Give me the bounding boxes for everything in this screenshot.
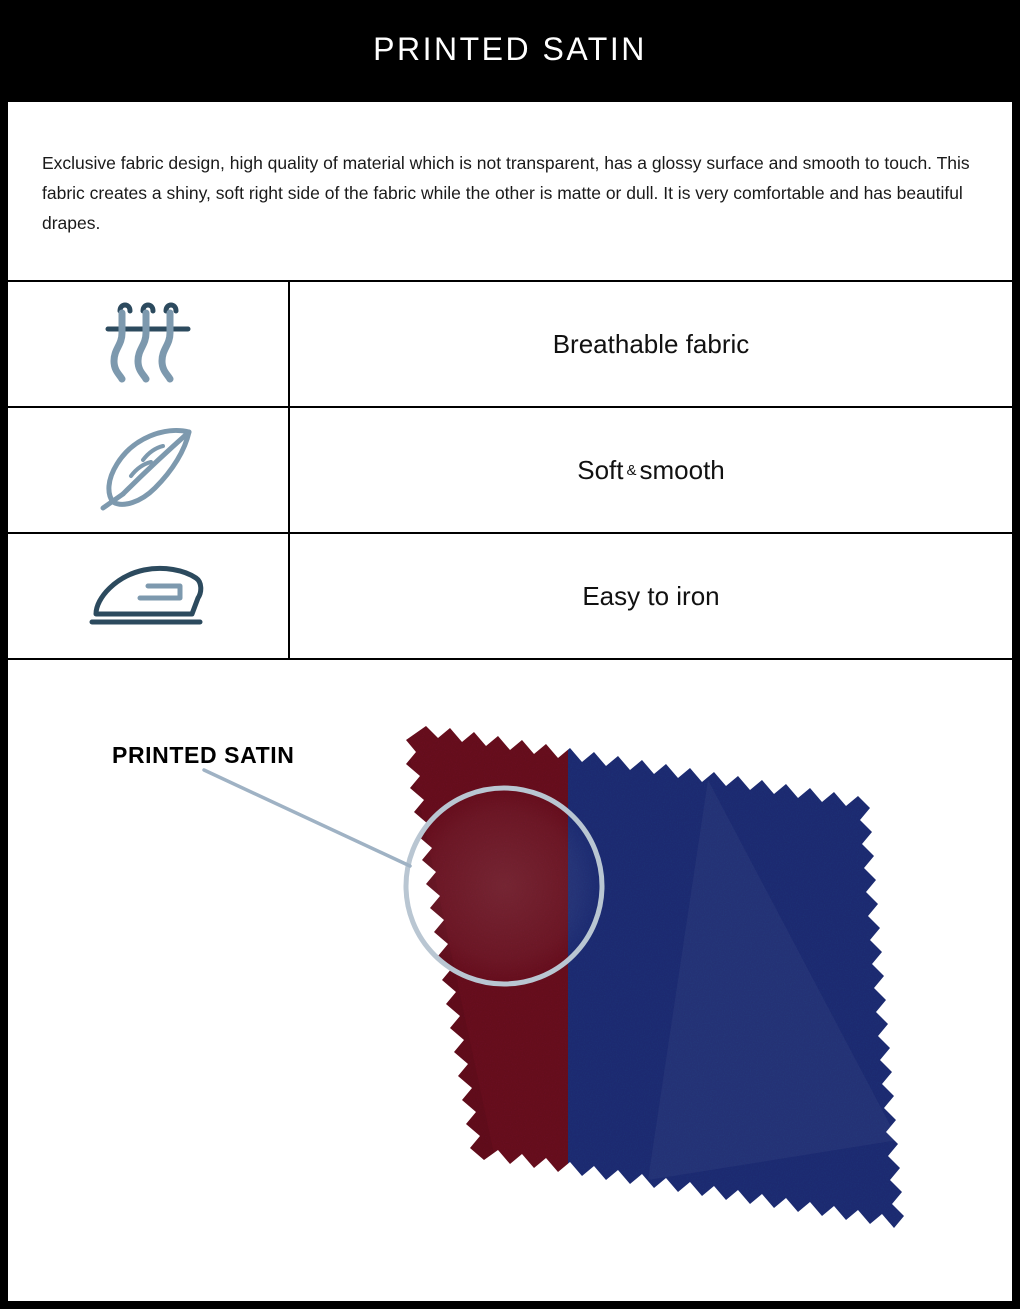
fabric-swatch-illustration xyxy=(8,660,1012,1296)
page-title: PRINTED SATIN xyxy=(373,30,647,67)
description-text: Exclusive fabric design, high quality of material which is not transparent, has a glossy surface and smooth to touch. This fabric creates a shiny, soft right side of the fabric while the other is matte or dull. It is very comfortable and has beautiful drapes. xyxy=(42,153,970,233)
feature-row xyxy=(8,282,1012,408)
feature-icon-cell xyxy=(8,282,290,406)
feature-icon-cell xyxy=(8,534,290,658)
feature-label: Breathable fabric xyxy=(552,328,750,359)
feature-row xyxy=(8,408,1012,534)
feature-label: Easy to iron xyxy=(582,580,720,611)
feature-label-part: Soft xyxy=(577,454,624,485)
feature-row xyxy=(8,534,1012,660)
feature-icon-cell xyxy=(8,408,290,532)
airflow-breathable-icon xyxy=(100,299,196,390)
ampersand-glyph: & xyxy=(626,461,637,479)
magnifier-circle xyxy=(406,788,602,984)
description-block xyxy=(8,102,1012,282)
swatch-callout-label: PRINTED SATIN xyxy=(112,742,295,768)
feather-icon xyxy=(93,422,203,519)
callout-leader-line xyxy=(204,770,410,866)
feature-list xyxy=(8,282,1012,660)
feature-label xyxy=(290,408,1012,532)
iron-icon xyxy=(88,558,208,635)
content-card xyxy=(6,100,1014,1303)
header-bar xyxy=(0,0,1020,98)
feature-label-part: smooth xyxy=(639,454,725,485)
